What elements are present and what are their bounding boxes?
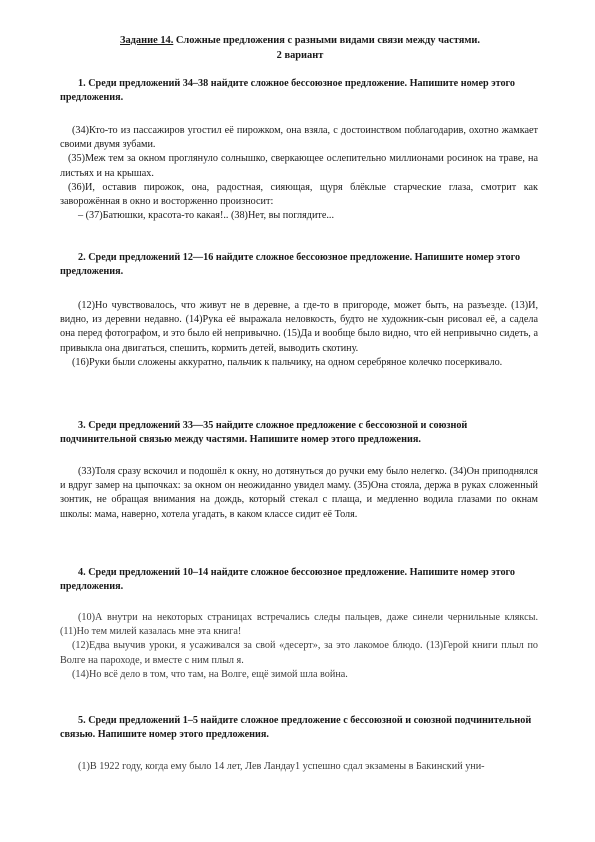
task-question-text: Среди предложений 34–38 найдите сложное бессоюзное предложение. Напишите номер этого предложения. [60, 78, 516, 104]
sentence-paragraph: (34)Кто-то из пассажиров угостил её пирожком, она взяла, с достоинством поблагодарив, охотно жамкает своими двумя зубами. [60, 125, 538, 151]
task-5-text [60, 760, 538, 774]
task-question-text: Среди предложений 1–5 найдите сложное предложение с бессоюзной и союзной подчинительной связью. Напишите номер этого предложения. [60, 715, 532, 741]
task-4-question [60, 566, 538, 594]
task-number: 5. [78, 715, 86, 726]
task-number: 3. [78, 420, 86, 431]
sentence-paragraph: (33)Толя сразу вскочил и подошёл к окну, но дотянуться до ручки ему было нелегко. (34)Он приподнялся и вдруг замер на цыпочках: за окном он неожиданно увидел маму. (35)Она стояла, держа в руках сложенный зонтик, не обращая внимания на дождь, который стекал с плаща, и медленно водила глазами по окнам школы: мама, наверно, хотела угадать, в каком классе сидит её Толя. [60, 466, 538, 520]
sentence-paragraph: (1)В 1922 году, когда ему было 14 лет, Лев Ландау1 успешно сдал экзамены в Бакинский уни- [78, 761, 485, 772]
task-number: 4. [78, 567, 86, 578]
sentence-paragraph: (10)А внутри на некоторых страницах встречались следы пальцев, даже синели чернильные кляксы. (11)Но тем милей казалась мне эта книга! [60, 612, 538, 638]
variant-label: 2 вариант [276, 50, 324, 61]
sentence-paragraph: (35)Меж тем за окном проглянуло солнышко, сверкающее ослепительно миллионами росинок на траве, на листьях и на крышах. [60, 153, 538, 179]
sentence-paragraph: (16)Руки были сложены аккуратно, пальчик к пальчику, на одном серебряное колечко посеркивало. [72, 356, 503, 368]
sentence-paragraph: – (37)Батюшки, красота-то какая!.. (38)Нет, вы поглядите... [78, 210, 335, 222]
document-title [60, 34, 540, 47]
task-question-text: Среди предложений 12—16 найдите сложное бессоюзное предложение. Напишите номер этого предложения. [60, 252, 521, 278]
sentence-paragraph: (36)И, оставив пирожок, она, радостная, сияющая, щуря блёклые старческие глаза, смотрит как заворожённая в окно и восторженно произносит: [60, 181, 538, 208]
task-number: 1. [78, 78, 86, 89]
task-label: Задание 14. [120, 35, 174, 46]
task-3-text [60, 465, 538, 522]
task-1-text [60, 124, 538, 223]
task-title: Сложные предложения с разными видами связи между частями. [175, 35, 480, 46]
task-question-text: Среди предложений 10–14 найдите сложное бессоюзное предложение. Напишите номер этого предложения. [60, 567, 516, 593]
sentence-paragraph: (12)Но чувствовалось, что живут не в деревне, а где-то в пригороде, может быть, на разъезде. (13)И, видно, из деревни недавно. (14)Рука её выражала неловкость, будто не художник-сын рисовал её, а садела она перед фотографом, и это было ей непривычно. (15)Да и вообще было видно, что ей непривычно сидеть, а привыкла она двигаться, спешить, кормить детей, выводить скотину. [60, 300, 538, 354]
sentence-paragraph: (14)Но всё дело в том, что там, на Волге, ещё зимой шла война. [72, 668, 348, 680]
task-4-text [60, 611, 538, 682]
task-5-question [60, 714, 538, 742]
task-2-text [60, 299, 538, 370]
task-1-question [60, 77, 538, 105]
task-question-text: Среди предложений 33—35 найдите сложное предложение с бессоюзной и союзной подчинительной связью между частями. Напишите номер этого предложения. [60, 420, 468, 446]
task-3-question [60, 419, 538, 447]
task-number: 2. [78, 252, 86, 263]
sentence-paragraph: (12)Едва выучив уроки, я усаживался за свой «десерт», за это лакомое блюдо. (13)Герой книги плыл по Волге на пароходе, и вместе с ним плыл я. [60, 640, 538, 666]
task-2-question [60, 251, 538, 279]
